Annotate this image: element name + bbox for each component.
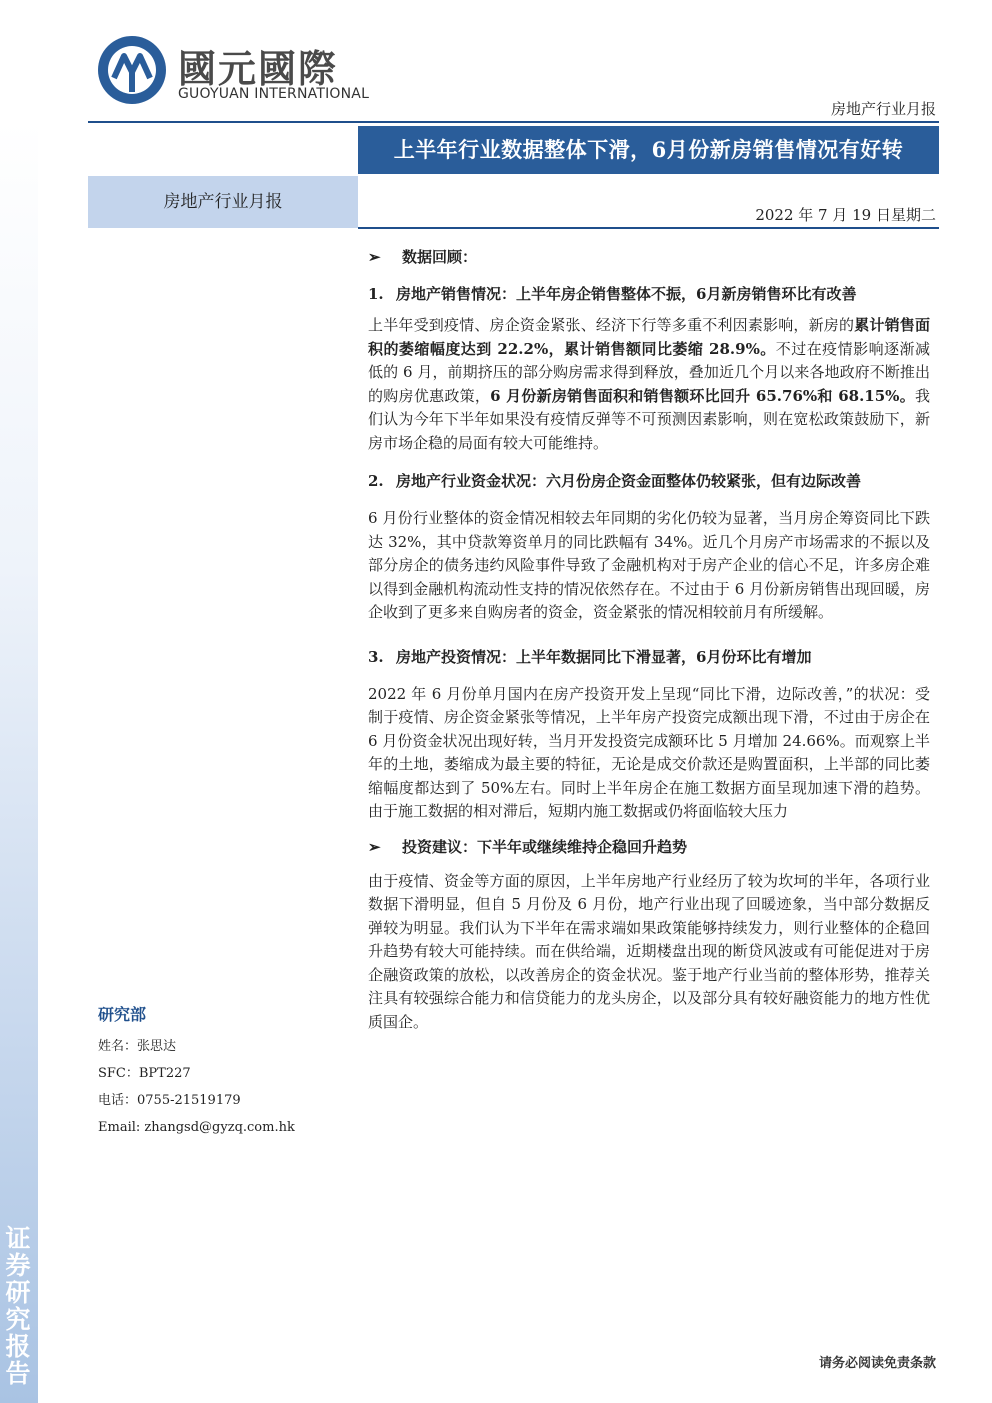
report-date: 2022 年 7 月 19 日星期二 xyxy=(755,206,936,224)
analyst-phone: 电话：0755-21519179 xyxy=(98,1093,241,1108)
logo-text-cn: 國元國際 xyxy=(178,47,339,91)
section-3-paragraph: 2022 年 6 月份单月国内在房产投资开发上呈现“同比下滑，边际改善，”的状况：受制于疫情、房企资金紧张等情况，上半年房产投资完成额出现下滑，不过由于房企在 6 月份资金状况出现好转，当月开发投资完成额环比 5 月增加 24.66%。而观察上半年的土地，萎缩成为最主要的特征，无论是成交价款还是购置面积，上半部的同比萎缩幅度都达到了 50%左右。同时上半年房企在施工数据方面呈现加速下滑的趋势。由于施工数据的相对滞后，短期内施工数据或仍将面临较大压力 xyxy=(368,684,930,820)
analyst-email[interactable]: Email: zhangsd@gyzq.com.hk xyxy=(98,1120,295,1135)
section-1-paragraph xyxy=(368,314,930,455)
section-1-heading xyxy=(368,274,930,314)
main-content xyxy=(368,240,930,1034)
section-2-paragraph: 6 月份行业整体的资金情况相较去年同期的劣化仍较为显著，当月房企筹资同比下跌达 32%，其中贷款筹资单月的同比跌幅有 34%。近几个月房产市场需求的不振以及部分房企的债务违约风险事件导致了金融机构对于房产企业的信心不足，许多房企难以得到金融机构流动性支持的情况依然存在。不过由于 6 月份新房销售出现回暖，房企收到了更多来自购房者的资金，资金紧张的情况相较前月有所缓解。 xyxy=(368,509,930,621)
analyst-dept: 研究部 xyxy=(98,1005,147,1024)
analyst-sfc: SFC：BPT227 xyxy=(98,1066,191,1081)
section-1-text-b: 不过在疫情影响逐渐减低的 6 月，前期挤压的部分购房需求得到释放，叠加近几个月以来各地政府不断推出的购房优惠政策， xyxy=(368,339,930,405)
analyst-name: 姓名：张思达 xyxy=(98,1039,177,1054)
section-1-number: 1. xyxy=(368,285,384,303)
section-1-title: 房地产销售情况：上半年房企销售整体不振，6月新房销售环比有改善 xyxy=(396,285,857,303)
section-3-title: 房地产投资情况：上半年数据同比下滑显著，6月份环比有增加 xyxy=(396,647,812,666)
section-1-bold-a: 累计销售面积的萎缩幅度达到 22.2%，累计销售额同比萎缩 28.9%。 xyxy=(368,316,930,358)
report-category: 房地产行业月报 xyxy=(88,176,358,228)
arrow-bullet-icon: ➢ xyxy=(368,837,381,856)
section-3-number: 3. xyxy=(368,647,384,666)
section-2-number: 2. xyxy=(368,472,384,490)
header-report-type: 房地产行业月报 xyxy=(830,100,936,118)
logo-text-en: GUOYUAN INTERNATIONAL xyxy=(178,86,370,102)
section-3-heading xyxy=(368,637,930,677)
analyst-info xyxy=(98,1002,338,1141)
arrow-bullet-icon: ➢ xyxy=(368,248,381,266)
section-1-text-c: 我们认为今年下半年如果没有疫情反弹等不可预测因素影响，则在宽松政策鼓励下，新房市场企稳的局面有较大可能维持。 xyxy=(368,386,930,452)
section-1-bold-b: 6 月份新房销售面积和销售额环比回升 65.76%和 68.15%。 xyxy=(490,386,915,405)
report-title: 上半年行业数据整体下滑，6月份新房销售情况有好转 xyxy=(358,126,939,174)
header-divider xyxy=(88,121,939,123)
section-review-label: 数据回顾： xyxy=(402,248,478,266)
section-2-title: 房地产行业资金状况：六月份房企资金面整体仍较紧张，但有边际改善 xyxy=(396,472,862,490)
side-label: 证券研究报告 xyxy=(2,1225,31,1387)
date-divider xyxy=(358,227,939,229)
section-advice-heading xyxy=(368,830,930,864)
section-advice-label: 投资建议：下半年或继续维持企稳回升趋势 xyxy=(402,837,688,856)
advice-paragraph: 由于疫情、资金等方面的原因，上半年房地产行业经历了较为坎坷的半年，各项行业数据下滑明显，但自 5 月份及 6 月份，地产行业出现了回暖迹象，当中部分数据反弹较为明显。我们认为下半年在需求端如果政策能够持续发力，则行业整体的企稳回升趋势有较大可能持续。而在供给端，近期楼盘出现的断贷风波或有可能促进对于房企融资政策的放松，以改善房企的资金状况。鉴于地产行业当前的整体形势，推荐关注具有较强综合能力和信贷能力的龙头房企，以及部分具有较好融资能力的地方性优质国企。 xyxy=(368,871,930,1031)
section-1-text-a: 上半年受到疫情、房企资金紧张、经济下行等多重不利因素影响，新房的 xyxy=(368,316,855,334)
logo-mark-icon xyxy=(96,34,168,106)
company-logo xyxy=(96,34,370,109)
section-review-heading xyxy=(368,240,930,274)
side-band xyxy=(0,120,38,1403)
section-2-heading xyxy=(368,461,930,501)
disclaimer-notice[interactable]: 请务必阅读免责条款 xyxy=(818,1356,936,1371)
